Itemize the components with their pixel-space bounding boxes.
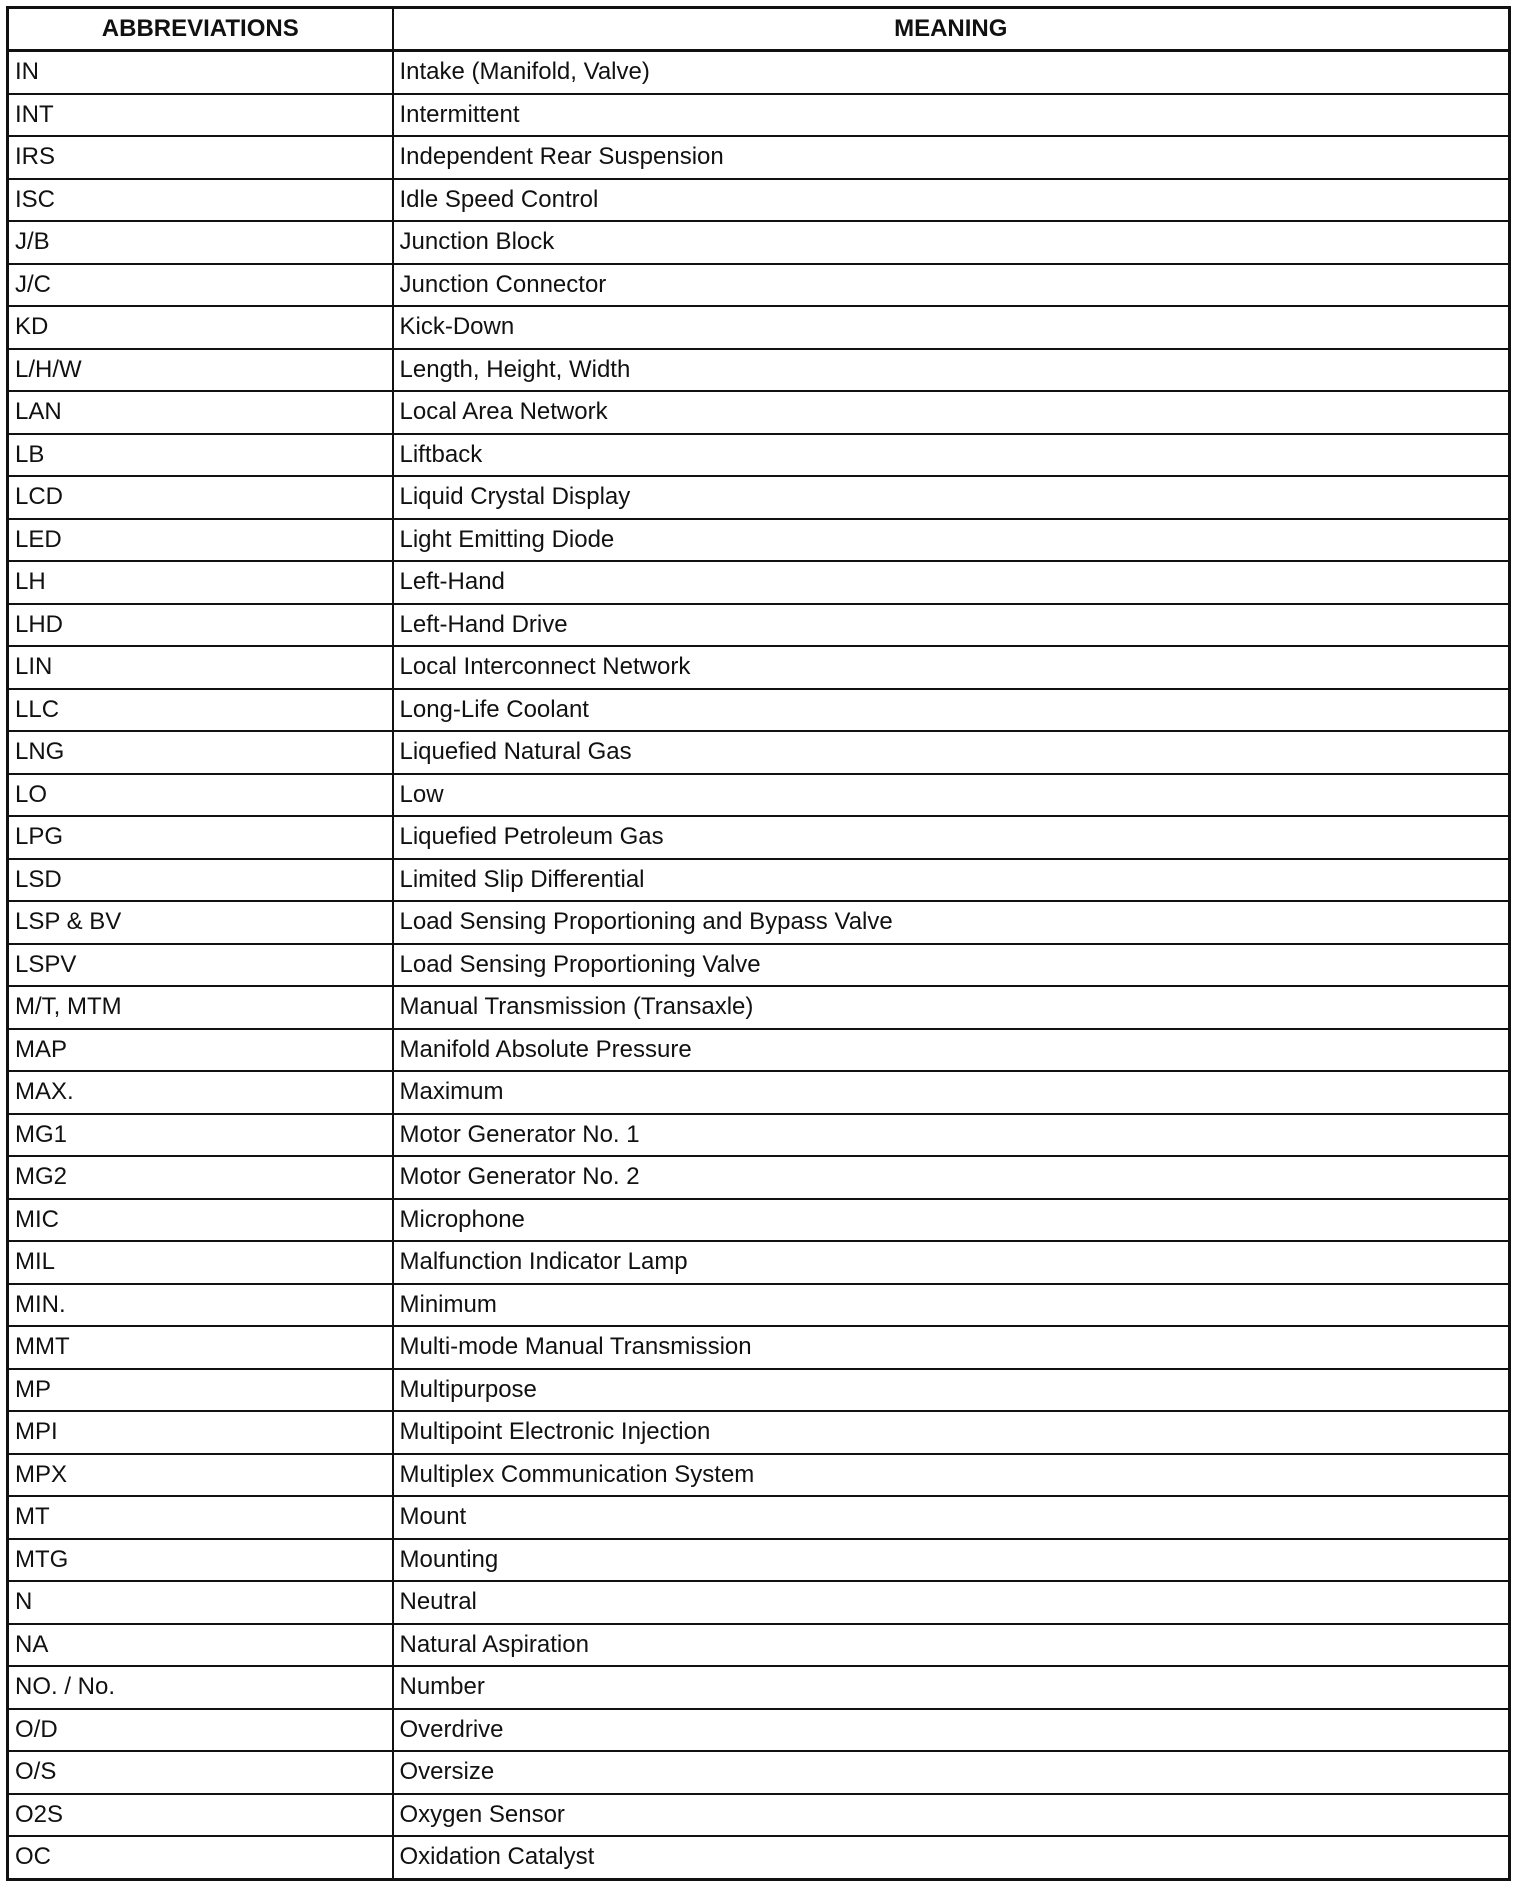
table-row	[8, 1071, 1510, 1114]
table-row	[8, 1029, 1510, 1072]
cell-abbreviation: LH	[8, 561, 393, 604]
cell-abbreviation: MTG	[8, 1539, 393, 1582]
cell-meaning: Left-Hand	[393, 561, 1510, 604]
header-meaning: MEANING	[393, 8, 1510, 51]
cell-meaning: Intake (Manifold, Valve)	[393, 51, 1510, 94]
abbreviations-table-container	[6, 6, 1511, 1871]
cell-meaning: Liquefied Natural Gas	[393, 731, 1510, 774]
table-row	[8, 859, 1510, 902]
table-row	[8, 94, 1510, 137]
cell-abbreviation: M/T, MTM	[8, 986, 393, 1029]
table-row	[8, 1539, 1510, 1582]
cell-meaning: Idle Speed Control	[393, 179, 1510, 222]
cell-meaning: Manifold Absolute Pressure	[393, 1029, 1510, 1072]
cell-abbreviation: LO	[8, 774, 393, 817]
table-row	[8, 1454, 1510, 1497]
cell-meaning: Mounting	[393, 1539, 1510, 1582]
cell-abbreviation: N	[8, 1581, 393, 1624]
cell-abbreviation: NA	[8, 1624, 393, 1667]
table-row	[8, 731, 1510, 774]
table-row	[8, 1241, 1510, 1284]
table-row	[8, 349, 1510, 392]
table-body	[8, 51, 1510, 1880]
cell-abbreviation: LSP & BV	[8, 901, 393, 944]
cell-meaning: Number	[393, 1666, 1510, 1709]
table-row	[8, 1666, 1510, 1709]
cell-abbreviation: MPI	[8, 1411, 393, 1454]
cell-meaning: Junction Connector	[393, 264, 1510, 307]
cell-abbreviation: LSPV	[8, 944, 393, 987]
cell-abbreviation: IN	[8, 51, 393, 94]
cell-abbreviation: MIN.	[8, 1284, 393, 1327]
cell-abbreviation: MG2	[8, 1156, 393, 1199]
cell-abbreviation: LIN	[8, 646, 393, 689]
table-row	[8, 391, 1510, 434]
table-row	[8, 561, 1510, 604]
table-row	[8, 1326, 1510, 1369]
cell-meaning: Multipoint Electronic Injection	[393, 1411, 1510, 1454]
table-row	[8, 604, 1510, 647]
cell-meaning: Light Emitting Diode	[393, 519, 1510, 562]
table-row	[8, 1411, 1510, 1454]
abbreviations-table	[6, 6, 1511, 1881]
cell-meaning: Intermittent	[393, 94, 1510, 137]
cell-abbreviation: OC	[8, 1836, 393, 1879]
table-row	[8, 221, 1510, 264]
cell-abbreviation: IRS	[8, 136, 393, 179]
header-abbreviations: ABBREVIATIONS	[8, 8, 393, 51]
cell-abbreviation: NO. / No.	[8, 1666, 393, 1709]
cell-abbreviation: MAX.	[8, 1071, 393, 1114]
table-row	[8, 306, 1510, 349]
cell-abbreviation: MAP	[8, 1029, 393, 1072]
table-row	[8, 1836, 1510, 1879]
cell-abbreviation: O/S	[8, 1751, 393, 1794]
cell-meaning: Load Sensing Proportioning Valve	[393, 944, 1510, 987]
cell-abbreviation: KD	[8, 306, 393, 349]
cell-meaning: Left-Hand Drive	[393, 604, 1510, 647]
cell-meaning: Load Sensing Proportioning and Bypass Valve	[393, 901, 1510, 944]
table-row	[8, 1199, 1510, 1242]
cell-meaning: Overdrive	[393, 1709, 1510, 1752]
cell-meaning: Maximum	[393, 1071, 1510, 1114]
cell-abbreviation: LB	[8, 434, 393, 477]
table-row	[8, 774, 1510, 817]
cell-abbreviation: MIC	[8, 1199, 393, 1242]
cell-meaning: Liftback	[393, 434, 1510, 477]
table-row	[8, 476, 1510, 519]
table-row	[8, 1496, 1510, 1539]
cell-meaning: Junction Block	[393, 221, 1510, 264]
cell-meaning: Oxygen Sensor	[393, 1794, 1510, 1837]
table-row	[8, 816, 1510, 859]
cell-abbreviation: LNG	[8, 731, 393, 774]
cell-meaning: Microphone	[393, 1199, 1510, 1242]
table-row	[8, 1114, 1510, 1157]
cell-abbreviation: LHD	[8, 604, 393, 647]
cell-meaning: Low	[393, 774, 1510, 817]
cell-abbreviation: LCD	[8, 476, 393, 519]
table-row	[8, 646, 1510, 689]
cell-abbreviation: J/B	[8, 221, 393, 264]
cell-abbreviation: LSD	[8, 859, 393, 902]
table-row	[8, 1581, 1510, 1624]
table-row	[8, 901, 1510, 944]
cell-meaning: Multiplex Communication System	[393, 1454, 1510, 1497]
table-header-row	[8, 8, 1510, 51]
cell-abbreviation: MG1	[8, 1114, 393, 1157]
cell-meaning: Liquefied Petroleum Gas	[393, 816, 1510, 859]
cell-abbreviation: MT	[8, 1496, 393, 1539]
table-row	[8, 986, 1510, 1029]
cell-meaning: Manual Transmission (Transaxle)	[393, 986, 1510, 1029]
table-row	[8, 51, 1510, 94]
table-row	[8, 1369, 1510, 1412]
cell-abbreviation: MIL	[8, 1241, 393, 1284]
cell-abbreviation: INT	[8, 94, 393, 137]
cell-abbreviation: MMT	[8, 1326, 393, 1369]
table-row	[8, 1156, 1510, 1199]
cell-abbreviation: LED	[8, 519, 393, 562]
cell-abbreviation: O2S	[8, 1794, 393, 1837]
cell-meaning: Minimum	[393, 1284, 1510, 1327]
cell-meaning: Oversize	[393, 1751, 1510, 1794]
cell-abbreviation: LPG	[8, 816, 393, 859]
table-row	[8, 519, 1510, 562]
cell-abbreviation: L/H/W	[8, 349, 393, 392]
cell-meaning: Multipurpose	[393, 1369, 1510, 1412]
table-row	[8, 264, 1510, 307]
table-row	[8, 944, 1510, 987]
cell-abbreviation: MPX	[8, 1454, 393, 1497]
table-row	[8, 1624, 1510, 1667]
cell-meaning: Malfunction Indicator Lamp	[393, 1241, 1510, 1284]
cell-meaning: Neutral	[393, 1581, 1510, 1624]
cell-meaning: Kick-Down	[393, 306, 1510, 349]
table-row	[8, 1794, 1510, 1837]
cell-meaning: Multi-mode Manual Transmission	[393, 1326, 1510, 1369]
cell-meaning: Limited Slip Differential	[393, 859, 1510, 902]
table-row	[8, 179, 1510, 222]
table-row	[8, 689, 1510, 732]
cell-meaning: Local Area Network	[393, 391, 1510, 434]
cell-abbreviation: MP	[8, 1369, 393, 1412]
cell-meaning: Motor Generator No. 2	[393, 1156, 1510, 1199]
cell-abbreviation: J/C	[8, 264, 393, 307]
cell-abbreviation: LLC	[8, 689, 393, 732]
table-row	[8, 136, 1510, 179]
cell-meaning: Liquid Crystal Display	[393, 476, 1510, 519]
table-row	[8, 1709, 1510, 1752]
cell-abbreviation: LAN	[8, 391, 393, 434]
cell-meaning: Independent Rear Suspension	[393, 136, 1510, 179]
cell-meaning: Local Interconnect Network	[393, 646, 1510, 689]
cell-abbreviation: O/D	[8, 1709, 393, 1752]
table-row	[8, 1284, 1510, 1327]
cell-meaning: Oxidation Catalyst	[393, 1836, 1510, 1879]
cell-meaning: Long-Life Coolant	[393, 689, 1510, 732]
cell-meaning: Length, Height, Width	[393, 349, 1510, 392]
cell-abbreviation: ISC	[8, 179, 393, 222]
table-row	[8, 1751, 1510, 1794]
cell-meaning: Motor Generator No. 1	[393, 1114, 1510, 1157]
cell-meaning: Mount	[393, 1496, 1510, 1539]
cell-meaning: Natural Aspiration	[393, 1624, 1510, 1667]
table-row	[8, 434, 1510, 477]
